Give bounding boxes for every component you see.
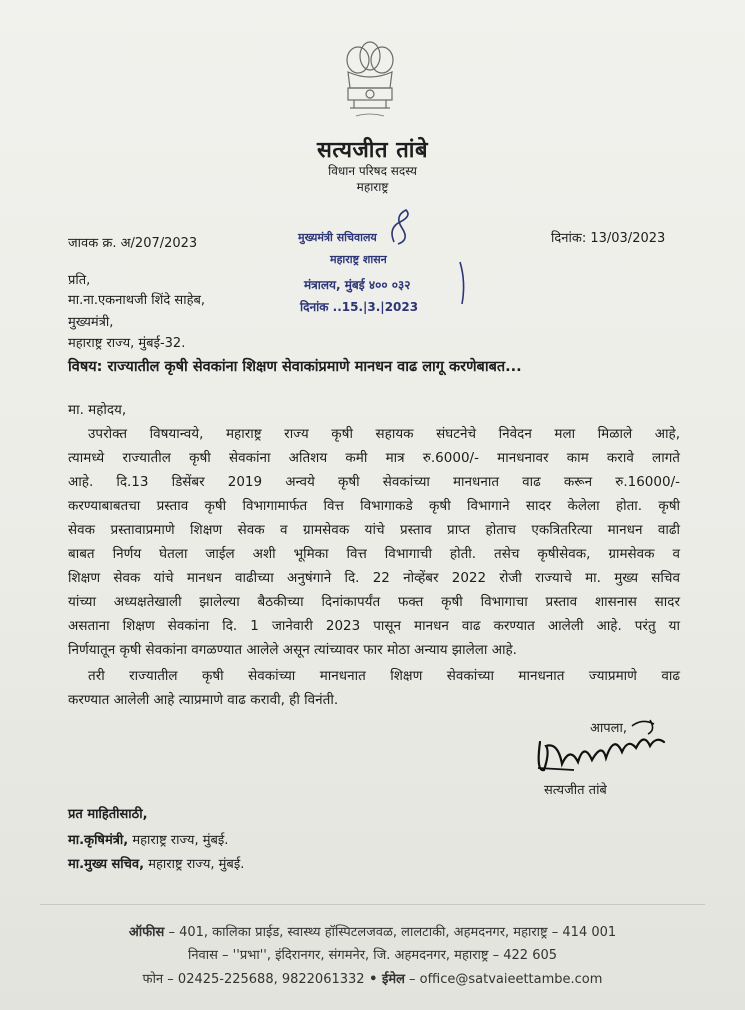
- footer-residence: निवास – ''प्रभा'', इंदिरानगर, संगमनेर, जि. अहमदनगर, महाराष्ट्र – 422 605: [187, 948, 558, 963]
- body-line: असताना शिक्षण सेवकांना दि. 1 जानेवारी 2023 पासून मानधन वाढ करण्यात आलेली आहे. परंतु या: [68, 618, 680, 634]
- footer-email: – office@satvaieettambe.com: [404, 972, 603, 987]
- letterhead-designation: विधान परिषद सदस्य: [328, 164, 417, 178]
- national-emblem-icon: [334, 38, 406, 128]
- letter-date: दिनांक: 13/03/2023: [551, 231, 666, 246]
- body-line: निर्णयातून कृषी सेवकांना वगळण्यात आलेले असून त्यांच्यावर फार मोठा अन्याय झालेला आहे.: [68, 642, 517, 658]
- body-line: शिक्षण सेवक यांचे मानधन वाढीच्या अनुषंगाने दि. 22 नोव्हेंबर 2022 रोजी राज्याचे मा. मुख्य सचिव: [68, 570, 680, 586]
- body-line: उपरोक्त विषयान्वये, महाराष्ट्र राज्य कृषी सहायक संघटनेचे निवेदन मला मिळाले आहे,: [88, 426, 680, 442]
- footer-office-address: – 401, कालिका प्राईड, स्वास्थ्य हॉस्पिटलजवळ, लालटाकी, अहमदनगर, महाराष्ट्र – 414 001: [164, 925, 617, 940]
- stamp-line-2: महाराष्ट्र शासन: [330, 253, 387, 266]
- footer-divider: [40, 904, 705, 905]
- body-line: आहे. दि.13 डिसेंबर 2019 अन्वये कृषी सेवकांच्या मानधनात वाढ करून रु.16000/-: [68, 474, 680, 490]
- stamp-line-4: दिनांक ..15.|3.|2023: [300, 300, 419, 314]
- stamp-bracket-mark: [456, 260, 470, 306]
- copy-heading: प्रत माहितीसाठी,: [68, 807, 148, 822]
- body-line: करण्याबाबतचा प्रस्ताव कृषी विभागामार्फत वित्त विभागाकडे कृषी विभागाने सादर केलेला होता. कृषी: [68, 498, 680, 514]
- body-line: यांच्या अध्यक्षतेखाली झालेल्या बैठकीच्या दिनांकापर्यंत फक्त कृषी विभागाचा प्रस्ताव शासनास सादर: [68, 594, 680, 610]
- closing-yours: आपला,: [590, 721, 627, 736]
- letter-subject: विषय: राज्यातील कृषी सेवकांना शिक्षण सेवाकांप्रमाणे मानधन वाढ लागू करणेबाबत...: [68, 359, 522, 375]
- copy-recipient-2-address: महाराष्ट्र राज्य, मुंबई.: [144, 857, 245, 872]
- reference-number: जावक क्र. अ/207/2023: [68, 236, 198, 251]
- body-line: त्यामध्ये राज्यातील कृषी सेवकांना अतिशय कमी मात्र रु.6000/- मानधनावर काम करावे लागते: [68, 450, 680, 466]
- recipient-post: मुख्यमंत्री,: [68, 315, 114, 330]
- recipient-prati: प्रति,: [68, 273, 91, 288]
- footer-office-label: ऑफीस: [128, 925, 165, 940]
- recipient-name: मा.ना.एकनाथजी शिंदे साहेब,: [68, 293, 206, 308]
- body-line: सेवक प्रस्तावाप्रमाणे शिक्षण सेवक व ग्रामसेवक यांचे प्रस्ताव प्राप्त होताच एकत्रितरित्या मानधन वाढी: [68, 522, 680, 538]
- handwritten-signature: [532, 712, 682, 782]
- copy-recipient-1-address: महाराष्ट्र राज्य, मुंबई.: [128, 833, 229, 848]
- stamp-initial-mark: [384, 208, 424, 248]
- copy-recipient-2-title: मा.मुख्य सचिव,: [68, 857, 145, 872]
- signatory-name: सत्यजीत तांबे: [544, 783, 607, 798]
- stamp-line-3: मंत्रालय, मुंबई ४०० ०३२: [304, 278, 411, 292]
- copy-recipient-1: [68, 830, 228, 848]
- recipient-address: महाराष्ट्र राज्य, मुंबई-32.: [68, 336, 186, 351]
- copy-recipient-2: [68, 854, 244, 872]
- footer-office: [0, 922, 745, 940]
- body-line: बाबत निर्णय घेतला जाईल अशी भूमिका वित्त विभागाची होती. तसेच कृषीसेवक, ग्रामसेवक व: [68, 546, 680, 562]
- letterhead-name: सत्यजीत तांबे: [316, 138, 429, 163]
- salutation: मा. महोदय,: [68, 402, 127, 418]
- footer-contact: [0, 969, 745, 987]
- footer-email-label: • ईमेल: [364, 972, 405, 987]
- copy-recipient-1-title: मा.कृषिमंत्री,: [68, 833, 129, 848]
- letterhead-state: महाराष्ट्र: [356, 180, 389, 194]
- stamp-line-1: मुख्यमंत्री सचिवालय: [298, 231, 377, 244]
- footer-phone: फोन – 02425-225688, 9822061332: [142, 972, 365, 987]
- body-line: करण्यात आलेली आहे त्याप्रमाणे वाढ करावी, ही विनंती.: [68, 692, 339, 708]
- body-line: तरी राज्यातील कृषी सेवकांच्या मानधनात शिक्षण सेवकांच्या मानधनात ज्याप्रमाणे वाढ: [88, 668, 680, 684]
- receipt-stamp: [296, 208, 496, 326]
